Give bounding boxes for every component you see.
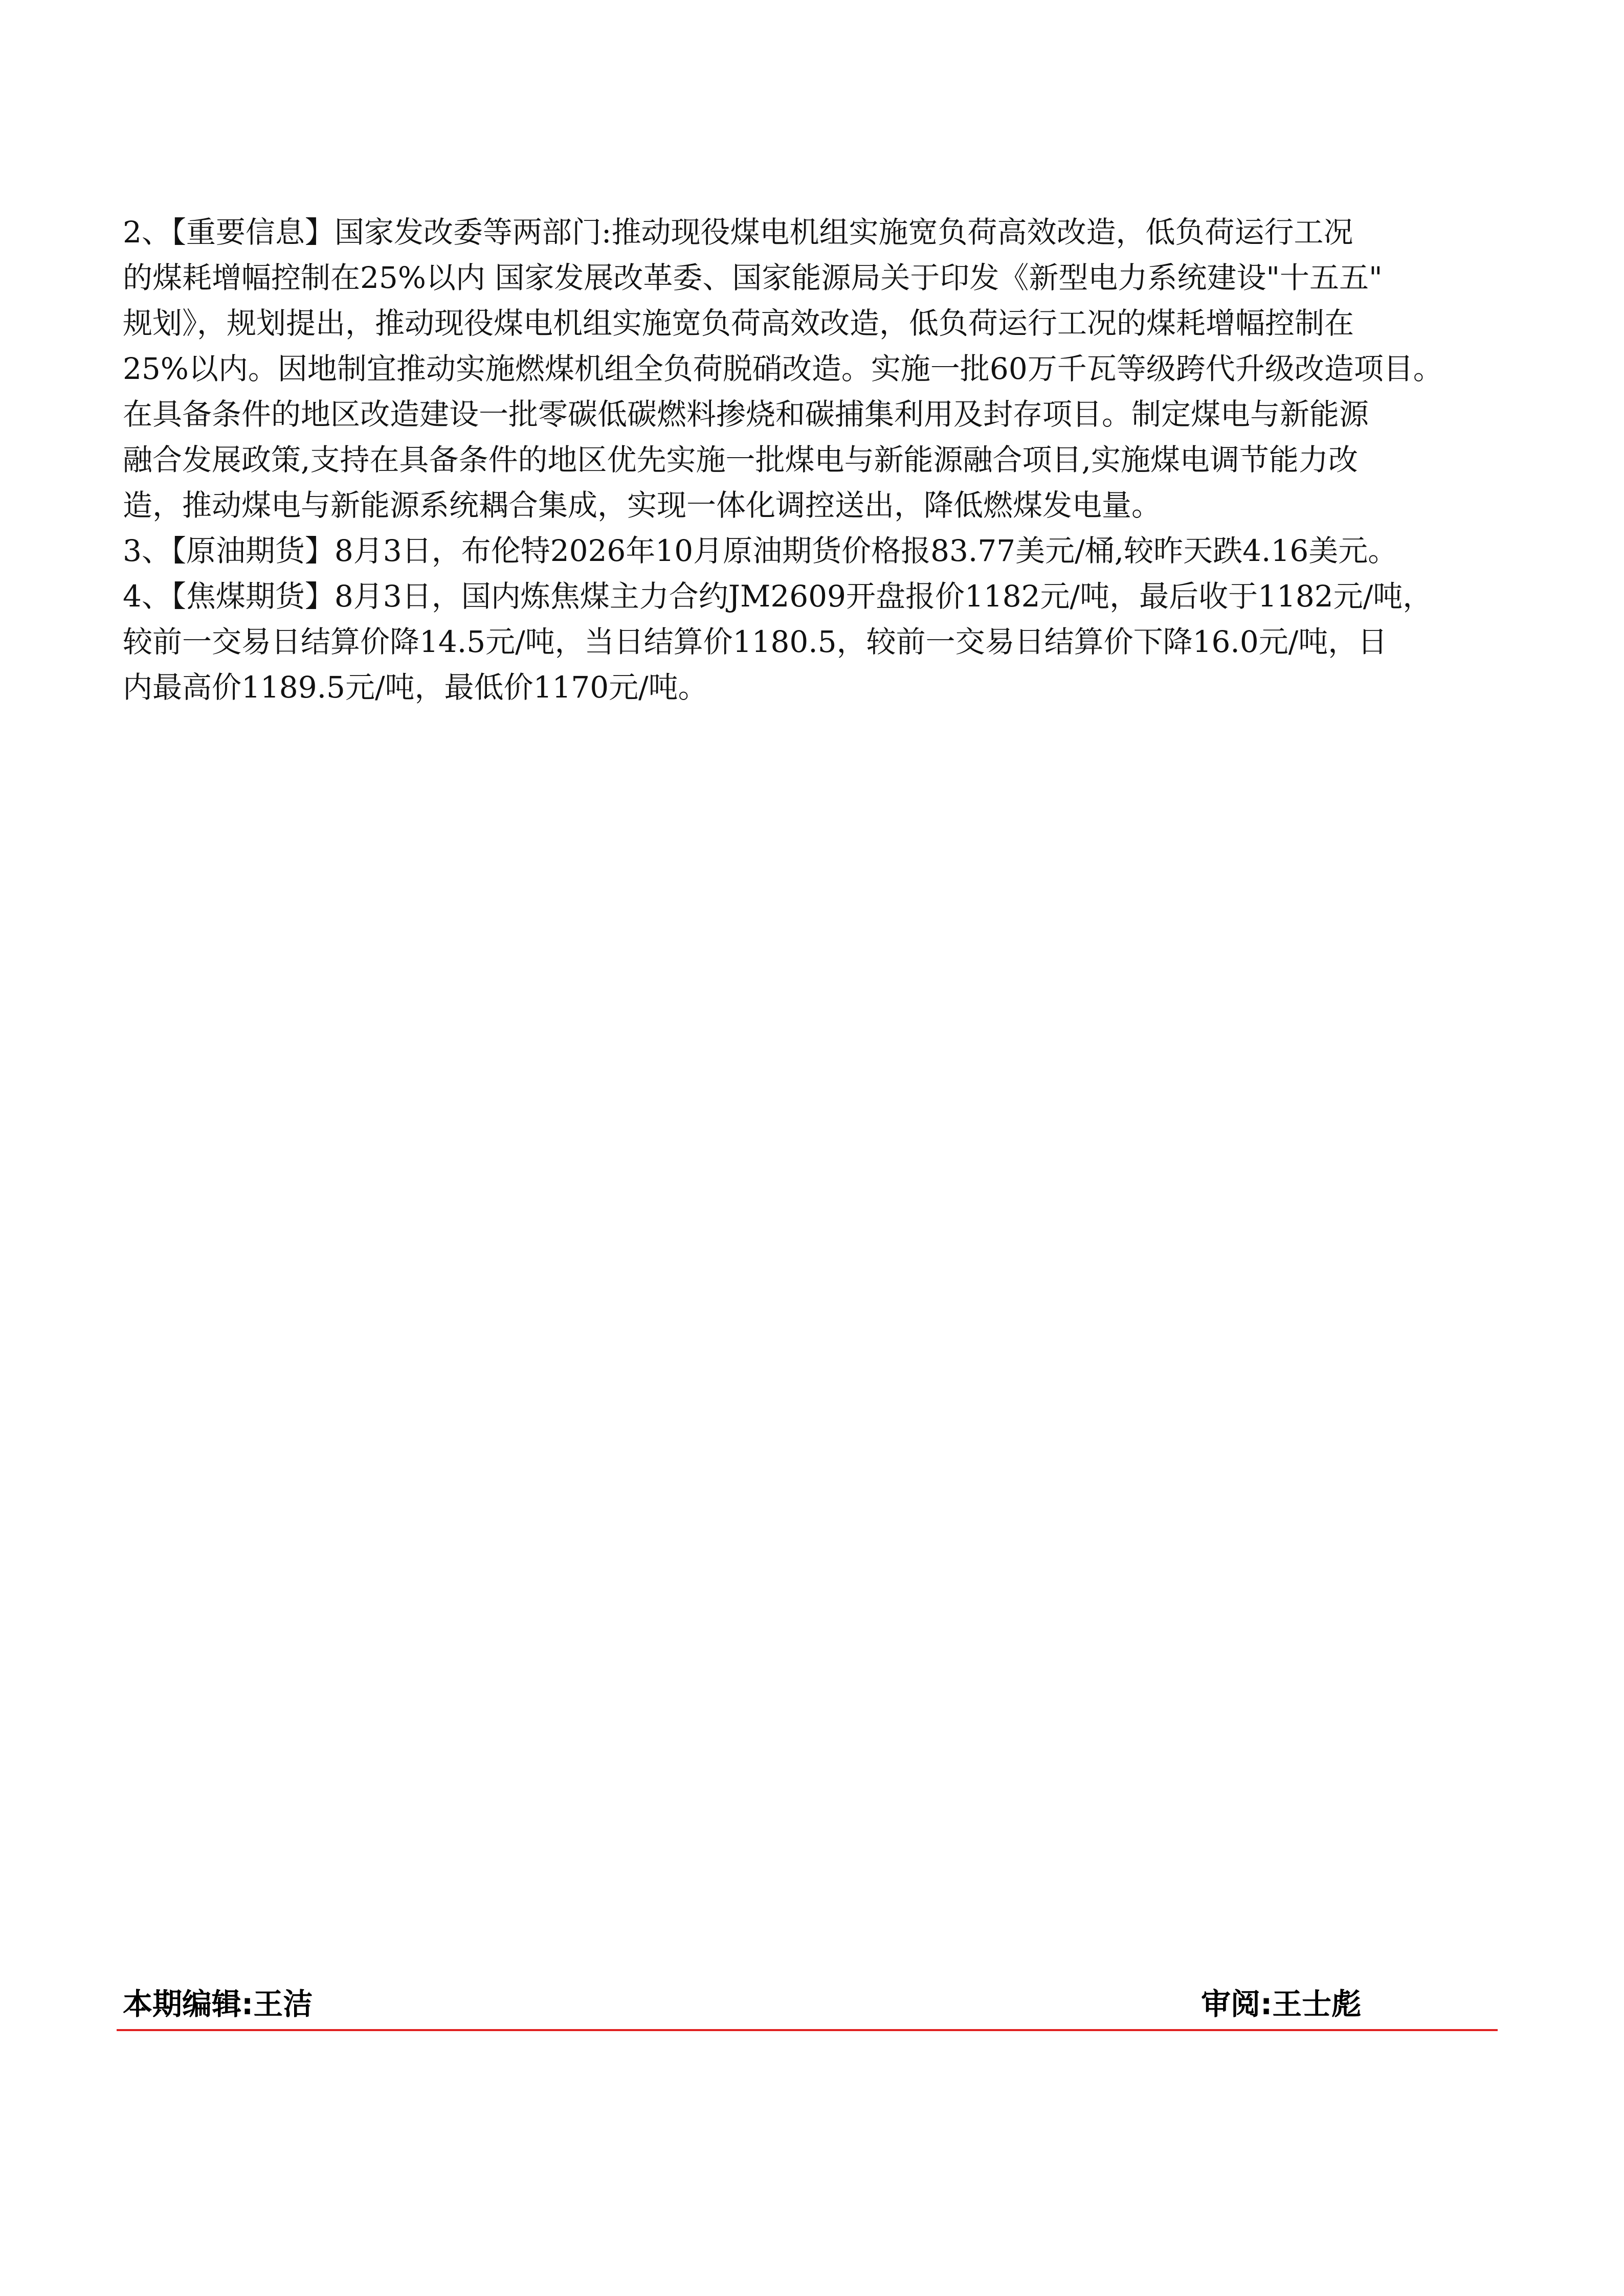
editor-credit: 本期编辑:王洁 — [123, 1987, 313, 2021]
footer — [123, 1980, 1524, 2021]
news-line: 内最高价1189.5元/吨，最低价1170元/吨。 — [123, 670, 708, 705]
news-line: 在具备条件的地区改造建设一批零碳低碳燃料掺烧和碳捕集利用及封存项目。制定煤电与新能源 — [123, 397, 1369, 432]
news-line: 4、【焦煤期货】8月3日，国内炼焦煤主力合约JM2609开盘报价1182元/吨，最后收于1182元/吨， — [123, 579, 1433, 614]
news-line: 3、【原油期货】8月3日，布伦特2026年10月原油期货价格报83.77美元/桶,较昨天跌4.16美元。 — [123, 533, 1398, 568]
news-line: 造，推动煤电与新能源系统耦合集成，实现一体化调控送出，降低燃煤发电量。 — [123, 488, 1162, 523]
news-line: 25%以内。因地制宜推动实施燃煤机组全负荷脱硝改造。实施一批60万千瓦等级跨代升级改造项目。 — [123, 351, 1443, 386]
news-body — [123, 210, 1524, 710]
news-line: 的煤耗增幅控制在25%以内 国家发展改革委、国家能源局关于印发《新型电力系统建设"十五五" — [123, 260, 1383, 295]
footer-divider — [117, 2029, 1498, 2031]
news-line: 较前一交易日结算价降14.5元/吨，当日结算价1180.5，较前一交易日结算价下降16.0元/吨，日 — [123, 624, 1388, 659]
news-line: 2、【重要信息】国家发改委等两部门:推动现役煤电机组实施宽负荷高效改造，低负荷运行工况 — [123, 215, 1353, 250]
reviewer-credit: 审阅:王士彪 — [1201, 1987, 1362, 2021]
news-line: 规划》，规划提出，推动现役煤电机组实施宽负荷高效改造，低负荷运行工况的煤耗增幅控制在 — [123, 306, 1354, 341]
news-line: 融合发展政策,支持在具备条件的地区优先实施一批煤电与新能源融合项目,实施煤电调节能力改 — [123, 442, 1358, 477]
